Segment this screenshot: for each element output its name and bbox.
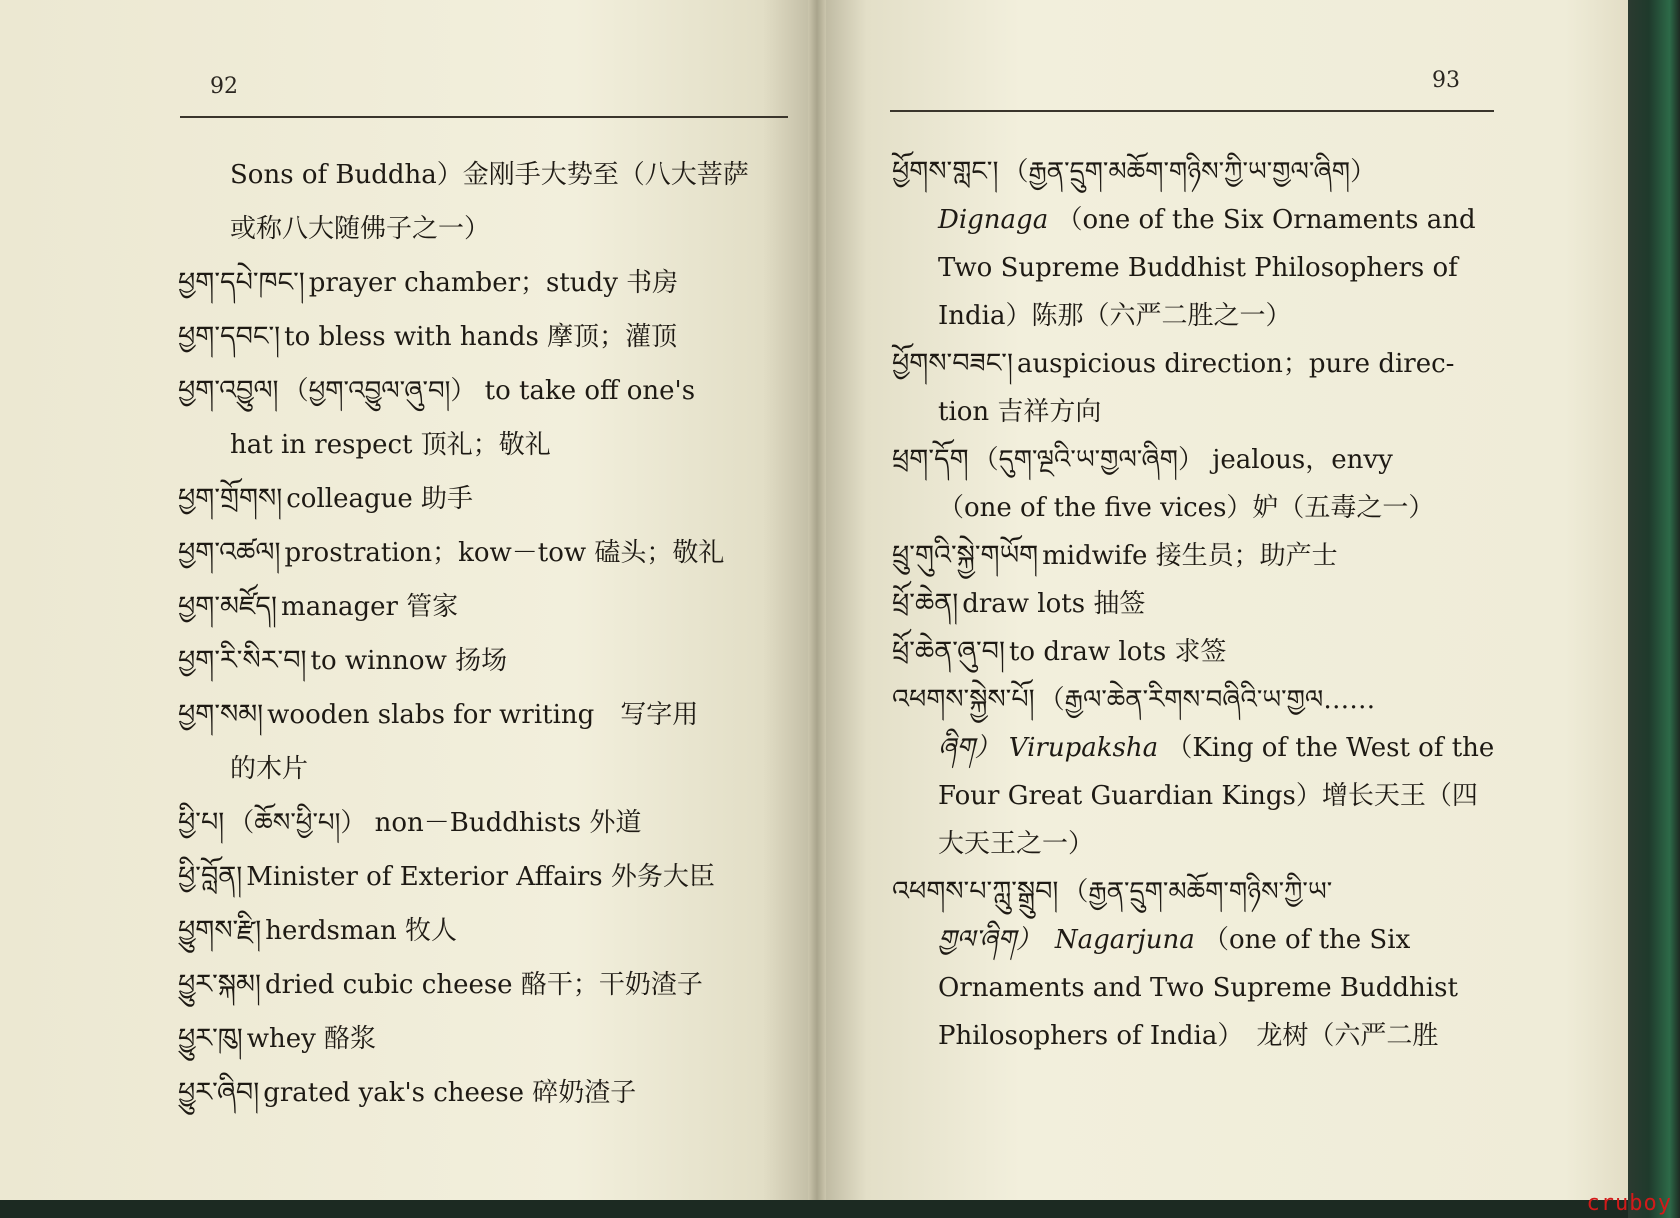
- dictionary-entry: [892, 916, 1502, 964]
- entry-headword: ཕྱག་གྲོགས།: [178, 483, 283, 514]
- entry-definition: manager 管家: [281, 592, 459, 622]
- dictionary-entry: [178, 472, 798, 526]
- dictionary-entry: [892, 436, 1502, 484]
- entry-definition: 或称八大随佛子之一）: [230, 214, 491, 244]
- entry-definition: hat in respect 顶礼；敬礼: [230, 430, 551, 460]
- entry-headword: ཕྱུར་སྐམ།: [178, 969, 261, 1000]
- entry-definition: Two Supreme Buddhist Philosophers of: [938, 253, 1458, 283]
- dictionary-entry: [178, 850, 798, 904]
- entry-definition: （ཕྱག་འབྱུལ་ཞུ་བ།） to take off one's: [282, 376, 696, 406]
- entry-definition: herdsman 牧人: [265, 916, 457, 946]
- dictionary-entry: [178, 310, 798, 364]
- dictionary-entry: [892, 676, 1502, 724]
- dictionary-entry: [892, 1012, 1502, 1060]
- entry-definition: to winnow 扬场: [310, 646, 508, 676]
- right-page-number: 93: [1432, 68, 1460, 93]
- entry-italic-name: Dignaga: [938, 205, 1049, 235]
- entry-italic-name: གྱལ་ཞིག） Nagarjuna: [938, 925, 1195, 955]
- dictionary-entry: [178, 634, 798, 688]
- dictionary-entry: [892, 532, 1502, 580]
- entry-headword: ཕྱག་དབང་།: [178, 321, 281, 352]
- dictionary-entry: [178, 148, 798, 202]
- entry-headword: ཕྲོ་ཆེན།: [892, 588, 959, 619]
- dictionary-entry: [178, 1012, 798, 1066]
- dictionary-entry: [178, 364, 798, 418]
- entry-definition: （དུག་ལྔའི་ཡ་གྱལ་ཞིག） jealous，envy: [972, 445, 1393, 475]
- entry-headword: ཕྲོ་ཆེན་ཞུ་བ།: [892, 636, 1005, 667]
- entry-headword: ཕྱག་མཛོད།: [178, 591, 278, 622]
- entry-definition: prostration；kow－tow 磕头；敬礼: [284, 538, 725, 568]
- dictionary-entry: [892, 484, 1502, 532]
- entry-definition: （རྒྱན་དྲུག་མཆོག་གཉིས་ཀྱི་ཡ་: [1062, 877, 1333, 907]
- dictionary-entry: [892, 244, 1502, 292]
- entry-definition: （རྒྱན་དྲུག་མཆོག་གཉིས་ཀྱི་ཡ་གྱལ་ཞིག）: [1002, 157, 1377, 187]
- dictionary-entry: [892, 724, 1502, 772]
- dictionary-entry: [892, 868, 1502, 916]
- dictionary-entry: [892, 388, 1502, 436]
- entry-definition: （one of the Six: [1203, 925, 1411, 955]
- right-entry-list: [892, 148, 1502, 1060]
- dictionary-entry: [892, 340, 1502, 388]
- entry-definition: Sons of Buddha）金刚手大势至（八大菩萨: [230, 160, 749, 190]
- left-entry-list: [178, 148, 798, 1120]
- entry-definition: draw lots 抽签: [962, 589, 1146, 619]
- watermark: cruboy: [1586, 1191, 1672, 1216]
- dictionary-entry: [178, 580, 798, 634]
- entry-definition: （one of the Six Ornaments and: [1056, 205, 1476, 235]
- entry-definition: to draw lots 求签: [1008, 637, 1227, 667]
- entry-headword: ཕྱག་རི་སིར་བ།: [178, 645, 307, 676]
- entry-headword: ཕྲག་དོག: [892, 444, 969, 475]
- entry-definition: colleague 助手: [286, 484, 474, 514]
- dictionary-entry: [892, 772, 1502, 820]
- entry-definition: whey 酪浆: [246, 1024, 377, 1054]
- dictionary-entry: [892, 820, 1502, 868]
- entry-headword: འཕགས་སྐྱེས་པོ།: [892, 684, 1035, 715]
- dictionary-entry: [178, 256, 798, 310]
- entry-definition: auspicious direction；pure direc-: [1016, 349, 1455, 379]
- entry-definition: to bless with hands 摩顶；灌顶: [284, 322, 678, 352]
- left-header-rule: [180, 116, 788, 118]
- dictionary-entry: [178, 418, 798, 472]
- entry-definition: Minister of Exterior Affairs 外务大臣: [246, 862, 715, 892]
- dictionary-entry: [178, 526, 798, 580]
- book-gutter: [808, 0, 826, 1200]
- entry-definition: midwife 接生员；助产士: [1042, 541, 1338, 571]
- book-cover-edge: [1628, 0, 1680, 1218]
- entry-headword: ཕྱོགས་གླང་།: [892, 156, 999, 187]
- entry-headword: ཕྱོགས་བཟང་།: [892, 348, 1013, 379]
- dictionary-entry: [178, 904, 798, 958]
- entry-definition: wooden slabs for writing 写字用: [267, 700, 699, 730]
- entry-definition: （ཆོས་ཕྱི་པ།） non－Buddhists 外道: [228, 808, 642, 838]
- entry-definition: （King of the West of the: [1166, 733, 1495, 763]
- dictionary-entry: [178, 1066, 798, 1120]
- dictionary-entry: [892, 148, 1502, 196]
- entry-definition: Ornaments and Two Supreme Buddhist: [938, 973, 1458, 1003]
- entry-definition: （one of the five vices）妒（五毒之一）: [938, 493, 1435, 523]
- entry-headword: འཕགས་པ་ཀླུ་སྒྲུབ།: [892, 876, 1059, 907]
- entry-definition: 大天王之一）: [938, 829, 1095, 859]
- entry-definition: Philosophers of India） 龙树（六严二胜: [938, 1021, 1439, 1051]
- dictionary-entry: [892, 964, 1502, 1012]
- dictionary-entry: [892, 292, 1502, 340]
- dictionary-entry: [892, 628, 1502, 676]
- entry-definition: dried cubic cheese 酪干；干奶渣子: [264, 970, 703, 1000]
- entry-headword: ཕྱག་འཚལ།: [178, 537, 281, 568]
- right-header-rule: [890, 110, 1494, 112]
- entry-definition: tion 吉祥方向: [938, 397, 1102, 427]
- dictionary-entry: [178, 742, 798, 796]
- entry-definition: Four Great Guardian Kings）增长天王（四: [938, 781, 1478, 811]
- dictionary-entry: [178, 796, 798, 850]
- dictionary-entry: [892, 196, 1502, 244]
- left-page-number: 92: [210, 74, 238, 99]
- entry-headword: ཕྱག་དཔེ་ཁང་།: [178, 267, 305, 298]
- entry-headword: ཕྱག་འབྱུལ།: [178, 375, 279, 406]
- dictionary-entry: [178, 202, 798, 256]
- dictionary-entry: [178, 688, 798, 742]
- entry-italic-name: ཞིག） Virupaksha: [938, 733, 1159, 763]
- entry-headword: ཕྱི་བློན།: [178, 861, 243, 892]
- entry-definition: India）陈那（六严二胜之一）: [938, 301, 1292, 331]
- entry-headword: ཕྱུགས་རྫི།: [178, 915, 262, 946]
- entry-headword: ཕྱི་པ།: [178, 807, 225, 838]
- entry-definition: 的木片: [230, 754, 309, 784]
- dictionary-entry: [892, 580, 1502, 628]
- entry-definition: grated yak's cheese 碎奶渣子: [263, 1078, 637, 1108]
- entry-definition: prayer chamber；study 书房: [308, 268, 679, 298]
- entry-definition: （རྒྱལ་ཆེན་རིགས་བཞིའི་ཡ་གྱལ……: [1038, 685, 1376, 715]
- entry-headword: ཕྱག་སམ།: [178, 699, 264, 730]
- dictionary-entry: [178, 958, 798, 1012]
- entry-headword: ཕྲུ་གུའི་སྐྱེ་གཡོག: [892, 540, 1039, 571]
- entry-headword: ཕྱུར་ཞིབ།: [178, 1077, 260, 1108]
- entry-headword: ཕྱུར་ཁུ།: [178, 1023, 243, 1054]
